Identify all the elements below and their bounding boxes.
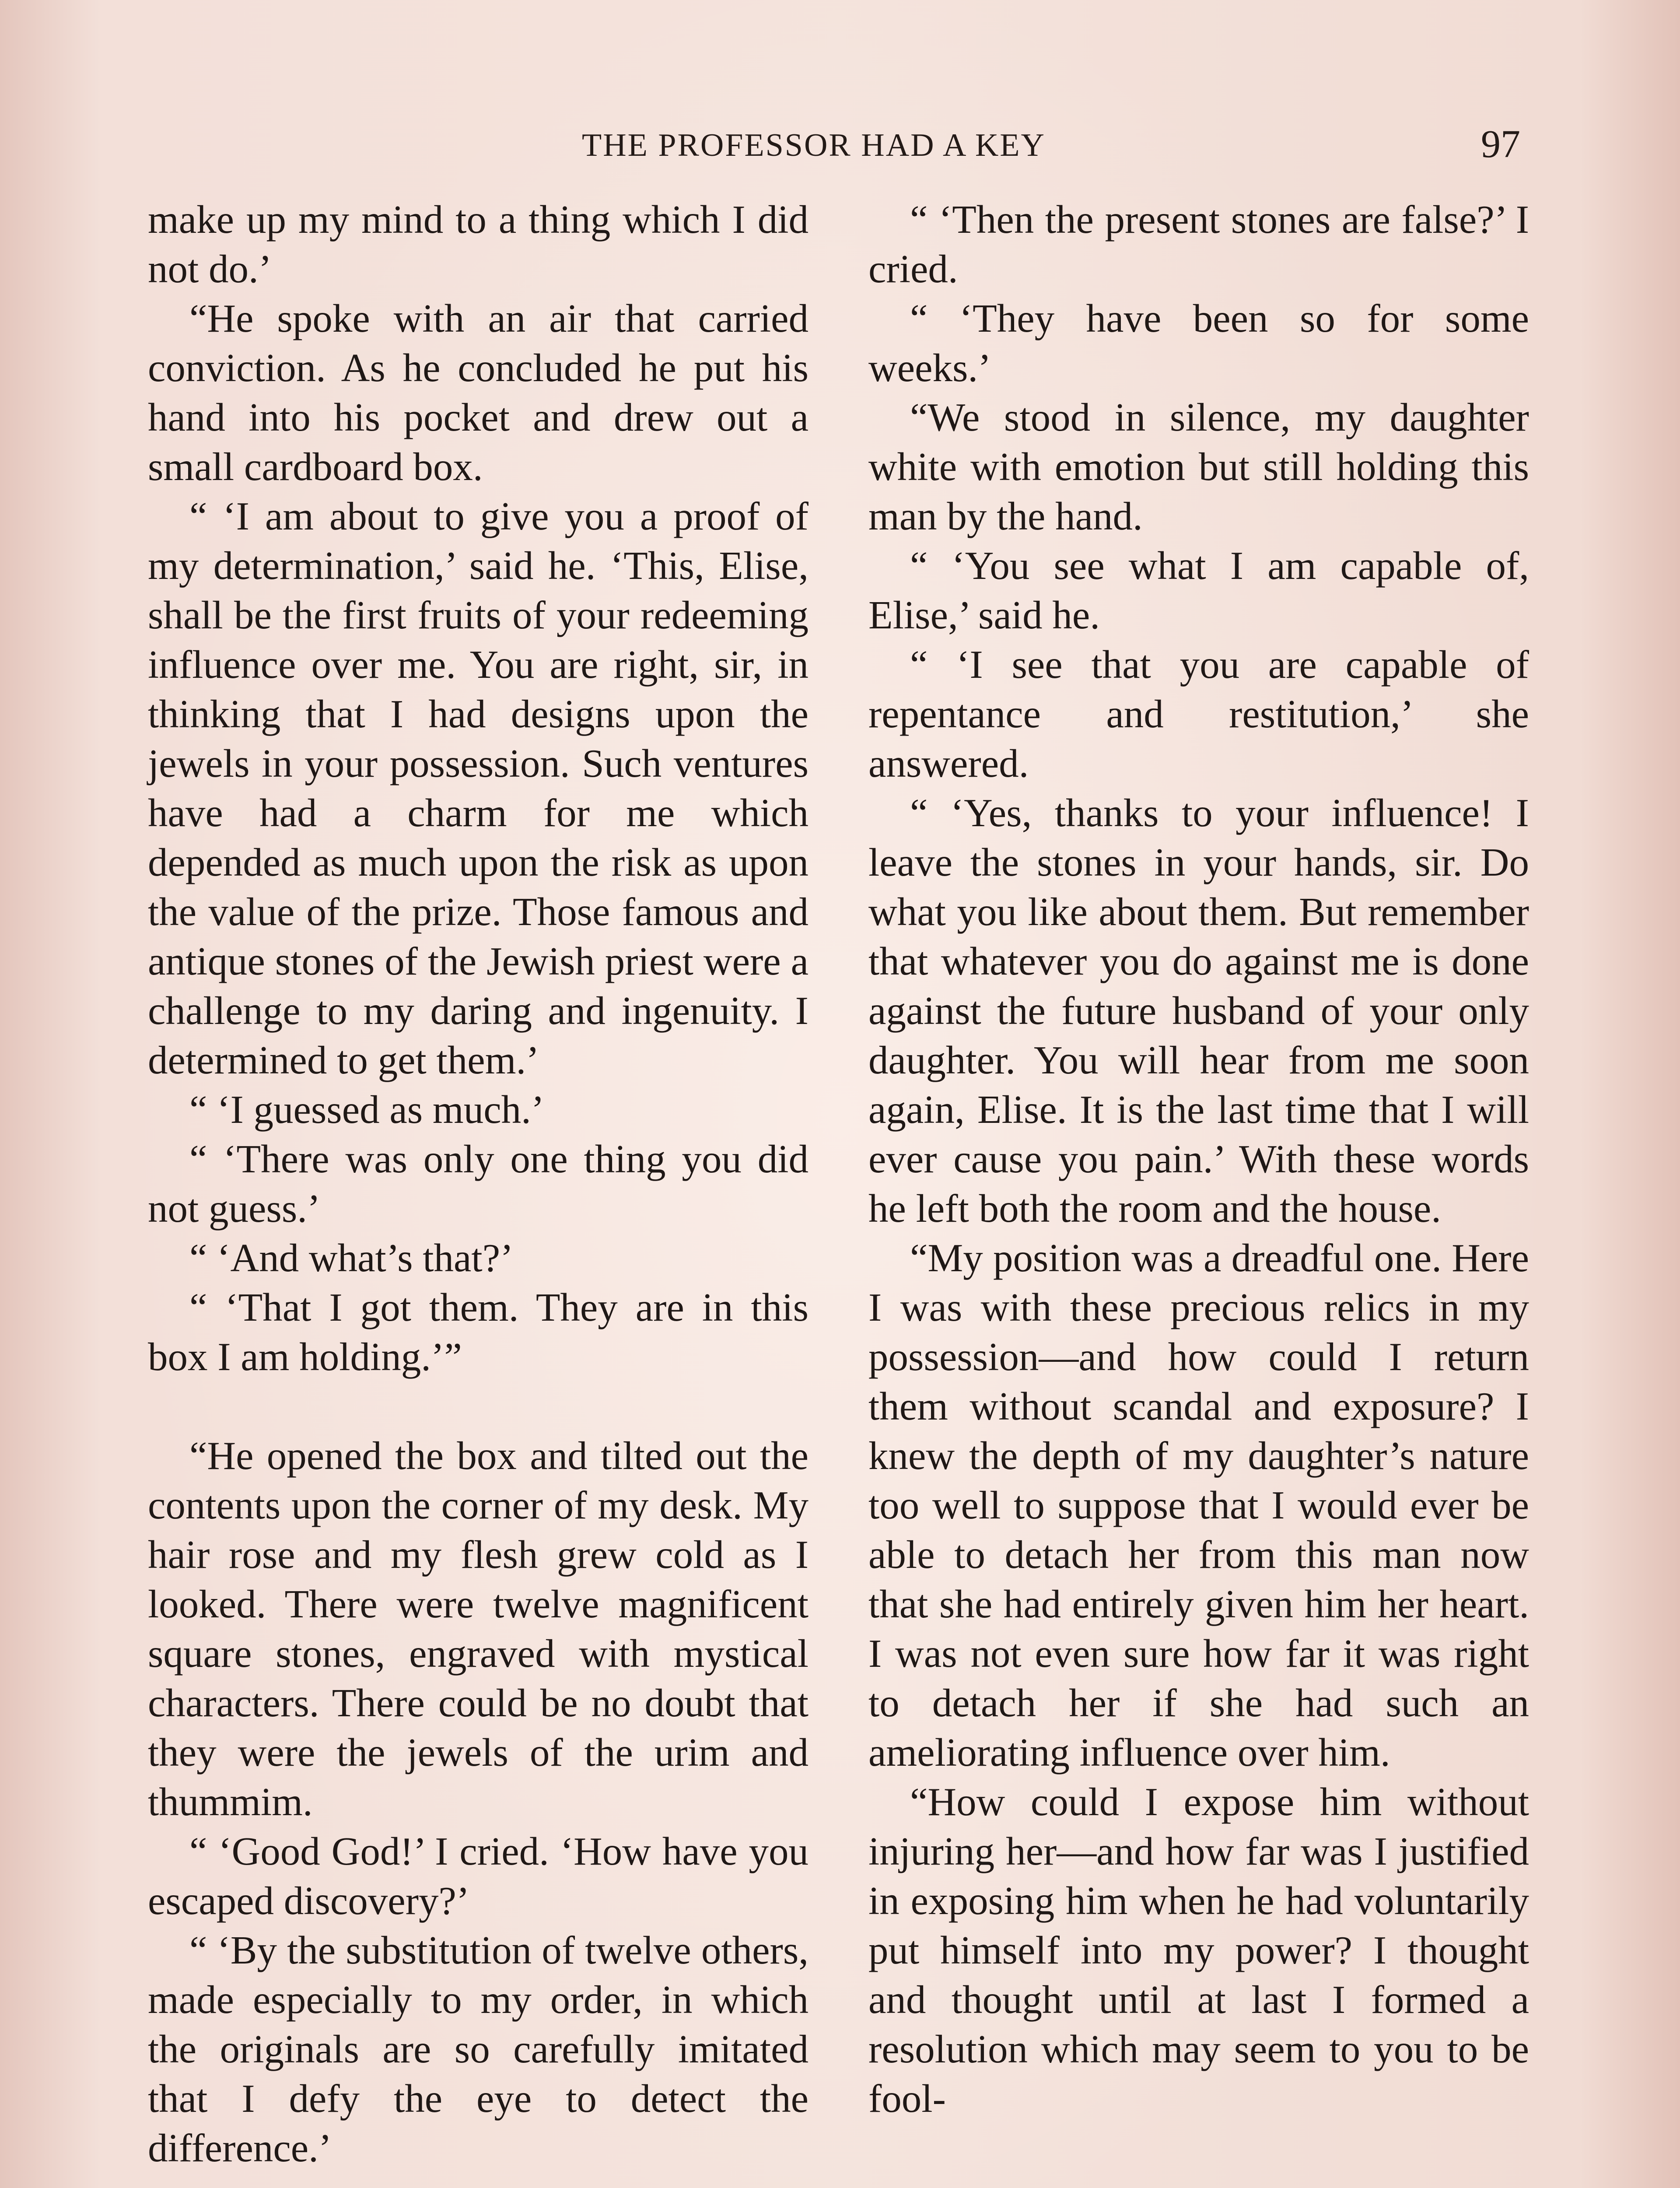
paragraph: “ ‘You see what I am capable of, Elise,’ said he.: [868, 543, 1529, 637]
paragraph: “ ‘I see that you are capable of repentance and restitution,’ she answered.: [868, 642, 1529, 785]
paragraph: “ ‘I am about to give you a proof of my determination,’ said he. ‘This, Elise, shall be the first fruits of your redeeming influence over me. You are right, sir, in thinking that I had designs upon the jewels in your possession. Such ventures have had a charm for me which depended as much upon the risk as upon the value of the prize. Those famous and antique stones of the Jewish priest were a challenge to my daring and ingenuity. I determined to get them.’: [148, 494, 808, 1082]
paragraph: “How could I expose him without injuring her—and how far was I justified in exposing him when he had voluntarily put himself into my power? I thought and thought until at last I formed a resolution which may seem to you to be fool-: [868, 1780, 1529, 2121]
paragraph: “My position was a dreadful one. Here I was with these precious relics in my possession—and how could I return them without scandal and exposure? I knew the depth of my daughter’s nature too well to suppose that I would ever be able to detach her from this man now that she had entirely given him her heart. I was not even sure how far it was right to detach her if she had such an ameliorating influence over him.: [868, 1236, 1529, 1774]
paragraph: “ ‘I guessed as much.’: [189, 1087, 545, 1132]
paragraph: make up my mind to a thing which I did not do.’: [148, 197, 808, 291]
paragraph: “ ‘They have been so for some weeks.’: [868, 296, 1529, 390]
paragraph: “ ‘Then the present stones are false?’ I cried.: [868, 197, 1529, 291]
paragraph: “ ‘Yes, thanks to your influence! I leave the stones in your hands, sir. Do what you like about them. But remember that whatever you do against me is done against the future husband of your only daughter. You will hear from me soon again, Elise. It is the last time that I will ever cause you pain.’ With these words he left both the room and the house.: [868, 791, 1529, 1231]
left-column: [148, 195, 808, 2173]
paragraph: “He opened the box and tilted out the contents upon the corner of my desk. My hair rose and my flesh grew cold as I looked. There were twelve magnificent square stones, engraved with mystical characters. There could be no doubt that they were the jewels of the urim and thummim.: [148, 1434, 808, 1824]
paragraph: “ ‘That I got them. They are in this box I am holding.’”: [148, 1285, 808, 1379]
paragraph: “ ‘And what’s that?’: [189, 1236, 514, 1280]
paragraph: “ ‘There was only one thing you did not guess.’: [148, 1137, 808, 1231]
paragraph: “ ‘Good God!’ I cried. ‘How have you escaped discovery?’: [148, 1829, 808, 1923]
right-column: [868, 195, 1529, 2123]
paragraph: “We stood in silence, my daughter white with emotion but still holding this man by the hand.: [868, 395, 1529, 538]
page-number: 97: [1481, 123, 1520, 166]
paragraph: “ ‘By the substitution of twelve others, made especially to my order, in which the originals are so carefully imitated that I defy the eye to detect the difference.’: [148, 1928, 808, 2170]
running-title: THE PROFESSOR HAD A KEY: [582, 127, 1046, 163]
paragraph: “He spoke with an air that carried conviction. As he concluded he put his hand into his pocket and drew out a small cardboard box.: [148, 296, 808, 489]
